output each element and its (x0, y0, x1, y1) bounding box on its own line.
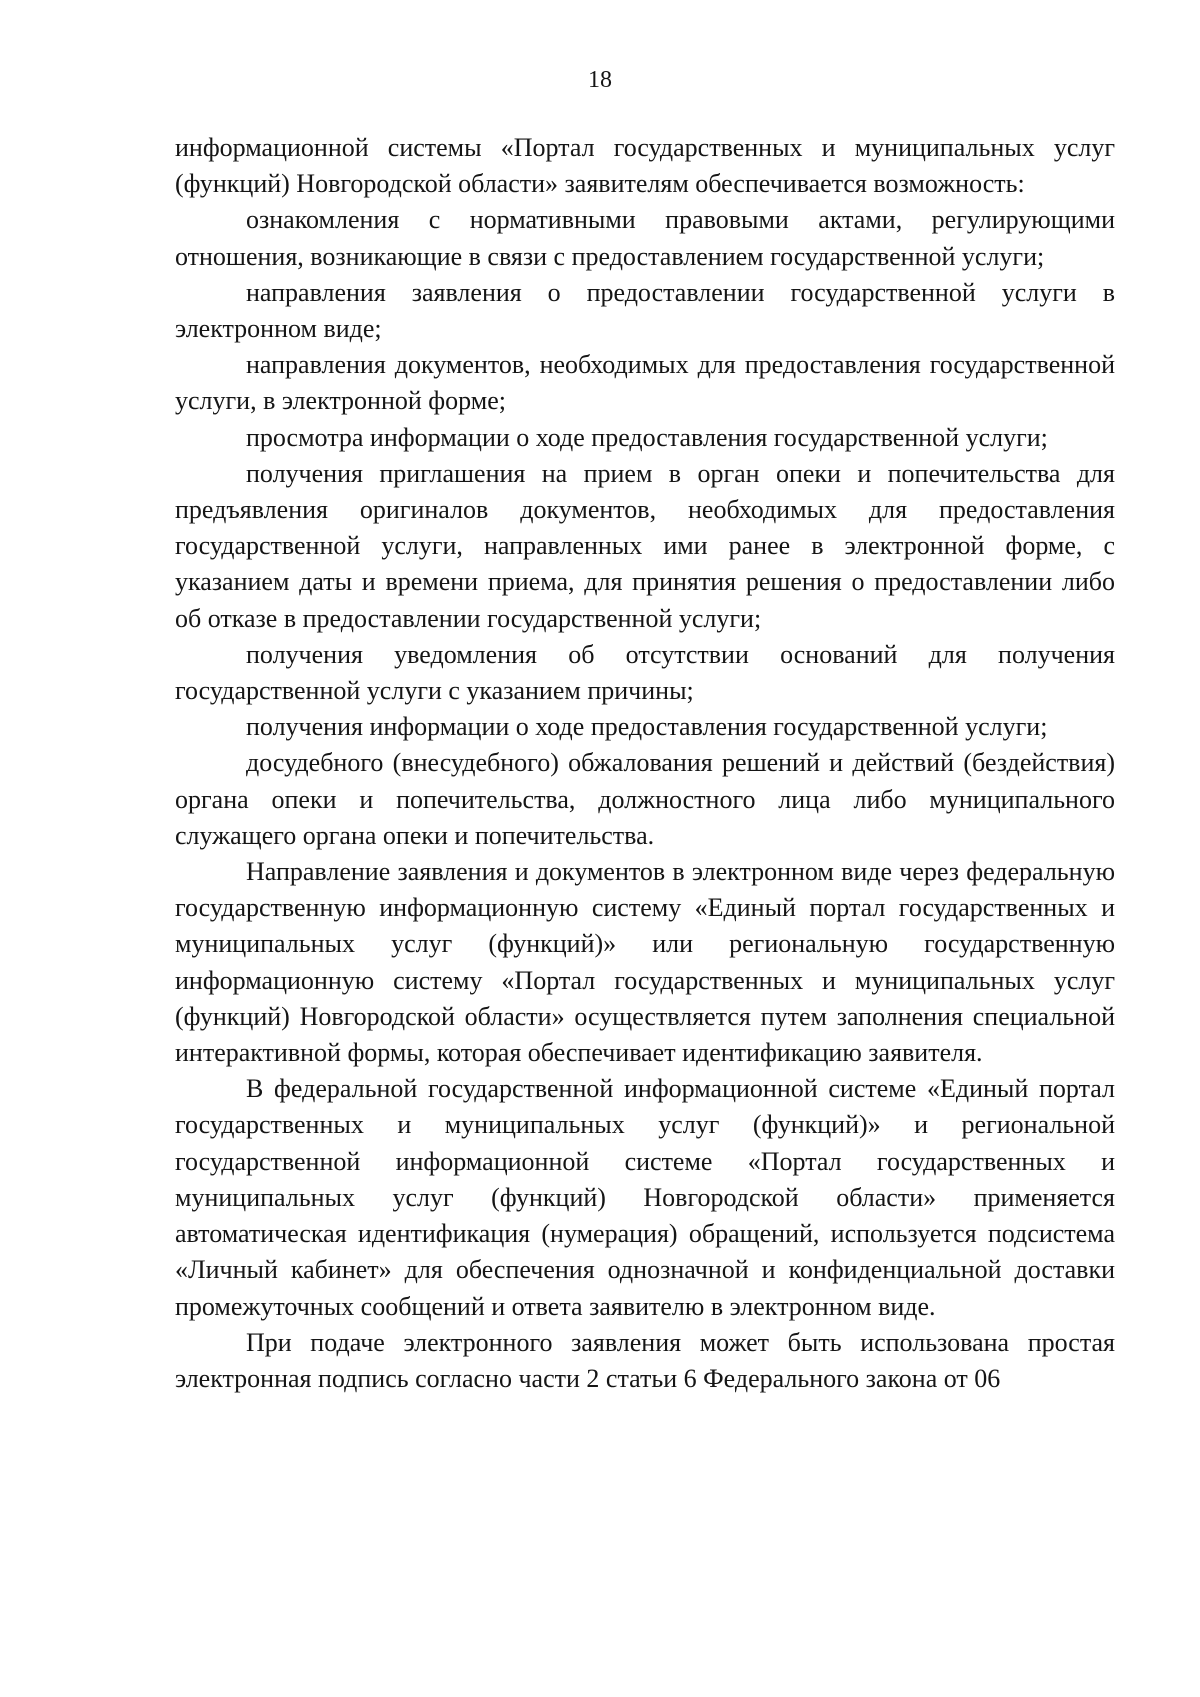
paragraph-electronic-signature: При подаче электронного заявления может быть использована простая электронная подпись согласно части 2 статьи 6 Федерального закона от 06 (175, 1327, 1115, 1393)
paragraph-electronic-submission: Направление заявления и документов в электронном виде через федеральную государственную информационную систему «Единый портал государственных и муниципальных услуг (функций)» или региональную государственную информационную систему «Портал государственных и муниципальных услуг (функций) Новгородской области» осуществляется путем заполнения специальной интерактивной формы, которая обеспечивает идентификацию заявителя. (175, 857, 1115, 1068)
page-number: 18 (588, 67, 612, 93)
paragraph-identification: В федеральной государственной информационной системе «Единый портал государственных и муниципальных услуг (функций)» и региональной государственной информационной системе «Портал государственных и муниципальных услуг (функций) Новгородской области» применяется автоматическая идентификация (нумерация) обращений, используется подсистема «Личный кабинет» для обеспечения однозначной и конфиденциальной доставки промежуточных сообщений и ответа заявителю в электронном виде. (175, 1074, 1115, 1321)
paragraph-acts-familiarization: ознакомления с нормативными правовыми актами, регулирующими отношения, возникающие в связи с предоставлением государственной услуги; (175, 205, 1115, 271)
paragraph-information: получения информации о ходе предоставления государственной услуги; (246, 712, 1048, 742)
paragraph-continuation: информационной системы «Портал государственных и муниципальных услуг (функций) Новгородской области» заявителям обеспечивается возможность: (175, 133, 1115, 199)
paragraph-application-submission: направления заявления о предоставлении государственной услуги в электронном виде; (175, 277, 1115, 344)
paragraph-documents-submission: направления документов, необходимых для предоставления государственной услуги, в электронной форме; (175, 350, 1115, 416)
paragraph-appeal: досудебного (внесудебного) обжалования решений и действий (бездействия) органа опеки и попечительства, должностного лица либо муниципального служащего органа опеки и попечительства. (175, 748, 1115, 850)
paragraph-notification: получения уведомления об отсутствии оснований для получения государственной услуги с указанием причины; (175, 639, 1115, 706)
paragraph-progress-viewing: просмотра информации о ходе предоставления государственной услуги; (246, 422, 1048, 452)
document-body (175, 130, 1115, 1397)
paragraph-invitation: получения приглашения на прием в орган опеки и попечительства для предъявления оригиналов документов, необходимых для предоставления государственной услуги, направленных ими ранее в электронной форме, с указанием даты и времени приема, для принятия решения о предоставлении либо об отказе в предоставлении государственной услуги; (175, 458, 1115, 633)
